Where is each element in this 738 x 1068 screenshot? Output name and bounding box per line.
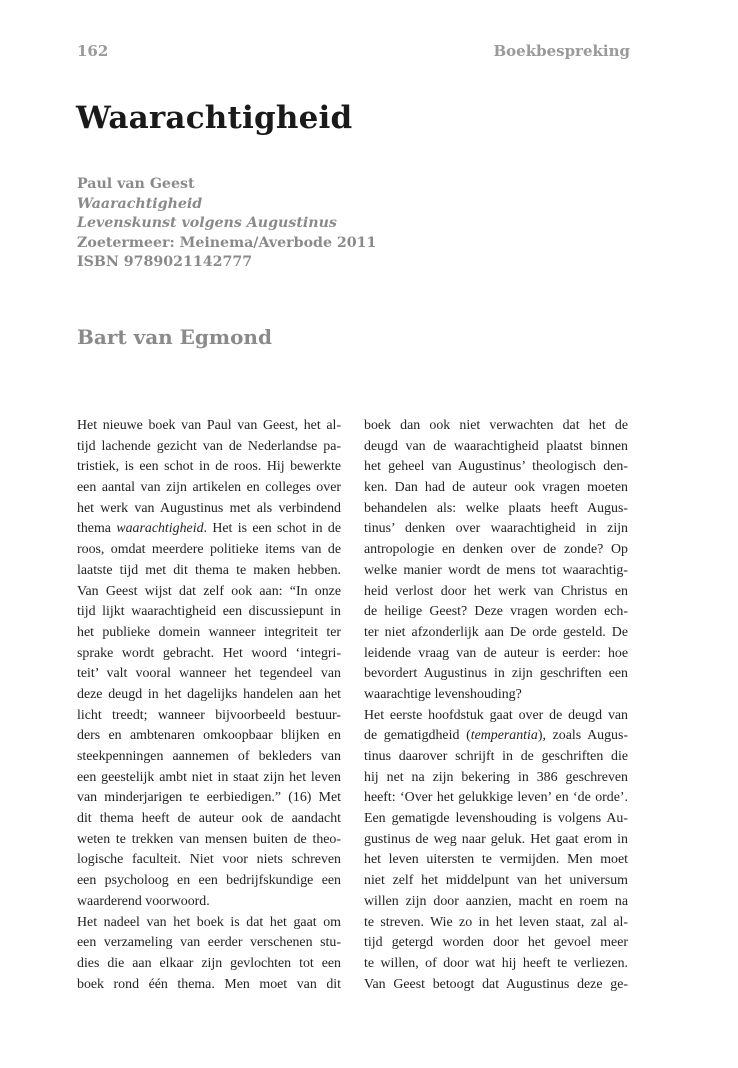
- book-title: Waarachtigheid: [77, 195, 203, 212]
- text-line: willen zijn door aanzien, macht en roem na: [364, 893, 628, 909]
- book-author: Paul van Geest: [77, 176, 195, 192]
- text-line: hij net na zijn bekering in 386 geschreven: [364, 769, 628, 785]
- text-line: sprake wordt gebracht. Het woord ‘integri-: [77, 645, 341, 661]
- text-line: waarachtige levenshouding?: [364, 686, 522, 702]
- text-line: tristiek, is een schot in de roos. Hij bewerkte: [77, 459, 341, 475]
- text-line: het leven uitersten te vermijden. Men moet: [364, 852, 628, 868]
- text-line: Een gematigde levenshouding is volgens Au-: [364, 811, 628, 827]
- text-line: het geheel van Augustinus’ theologisch den-: [364, 459, 628, 475]
- text-line: ter niet afzonderlijk aan De orde gesteld. De: [364, 624, 628, 640]
- text-line: de heilige Geest? Deze vragen worden ech-: [364, 604, 628, 620]
- text-line: gustinus de weg naar geluk. Het gaat erom in: [364, 831, 628, 847]
- text-line: welke manier wordt de mens tot waarachtig-: [364, 562, 628, 578]
- reviewer-name: Bart van Egmond: [77, 325, 272, 349]
- text-line: een verzameling van eerder verschenen stu-: [77, 935, 341, 951]
- book-publisher: Zoetermeer: Meinema/Averbode 2011: [77, 234, 377, 251]
- text-line: steekpenningen aannemen of bekleders van: [77, 749, 341, 764]
- text-line: het werk van Augustinus met als verbindend: [77, 500, 341, 516]
- text-line: een aantal van zijn artikelen en colleges over: [77, 480, 341, 496]
- text-line: roos, omdat meerdere politieke items van de: [77, 542, 341, 558]
- text-line: waarderend voorwoord.: [77, 893, 210, 909]
- text-line: boek rond één thema. Men moet van dit: [77, 976, 341, 992]
- text-line: boek dan ook niet verwachten dat het de: [364, 418, 628, 433]
- text-line: laatste tijd met dit thema te maken hebben.: [77, 562, 341, 578]
- text-line: licht treedt; wanneer bijvoorbeeld bestuur-: [77, 707, 341, 723]
- text-line: deze deugd in het dagelijks handelen aan het: [77, 686, 341, 702]
- text-line: dit thema heeft de auteur ook de aandacht: [77, 811, 341, 827]
- text-line-with-italic: de gematigdheid (temperantia), zoals Augus-: [364, 728, 628, 744]
- text-line: heid verlost door het werk van Christus en: [364, 583, 628, 599]
- text-line: Van Geest betoogt dat Augustinus deze ge-: [364, 976, 628, 992]
- text-line: tijd lachende gezicht van de Nederlandse pa-: [77, 438, 341, 454]
- page-number: 162: [77, 42, 109, 60]
- text-line: Het eerste hoofdstuk gaat over de deugd van: [364, 707, 628, 723]
- text-line: van minderjarigen te eerbiedigen.” (16) Met: [77, 790, 341, 806]
- text-line: ken. Dan had de auteur ook vragen moeten: [364, 480, 628, 496]
- text-line: tijd getergd worden door het gevoel meer: [364, 935, 628, 951]
- text-line-with-italic: thema waarachtigheid. Het is een schot in de: [77, 521, 341, 537]
- text-line: een geestelijk ambt niet in staat zijn het leven: [77, 769, 341, 785]
- text-line: weten te trekken van mensen buiten de theo-: [77, 831, 341, 847]
- text-line: deugd van de waarachtigheid plaatst binnen: [364, 438, 628, 454]
- body-column-right: [364, 416, 628, 995]
- bibliographic-info: [77, 175, 376, 273]
- text-line: tijd lijkt waarachtigheid een discussiepunt in: [77, 604, 341, 620]
- running-head: Boekbespreking: [493, 42, 630, 60]
- text-line: het publieke domein wanneer integriteit ter: [77, 624, 341, 640]
- text-line: leidende vraag van de auteur is eerder: hoe: [364, 645, 628, 661]
- text-line: ders en ambtenaren omkoopbaar blijken en: [77, 728, 341, 744]
- book-isbn: ISBN 9789021142777: [77, 254, 253, 270]
- text-line: Het nieuwe boek van Paul van Geest, het al-: [77, 418, 341, 433]
- text-line: tinus’ denken over waarachtigheid in zijn: [364, 521, 628, 537]
- text-line: teit’ valt vooral wanneer het tegendeel van: [77, 666, 341, 682]
- book-subtitle: Levenskunst volgens Augustinus: [77, 215, 337, 231]
- text-line: te streven. Wie zo in het leven staat, zal al-: [364, 914, 628, 930]
- text-line: bevordert Augustinus in zijn geschriften een: [364, 666, 628, 682]
- text-line: te willen, of door wat hij heeft te verliezen.: [364, 955, 628, 971]
- text-line: antropologie en denken over de zonde? Op: [364, 542, 628, 558]
- text-line: dies die aan elkaar zijn gevlochten tot een: [77, 955, 341, 971]
- text-line: Van Geest wijst dat zelf ook aan: “In onze: [77, 583, 341, 599]
- text-line: logische faculteit. Niet voor niets schreven: [77, 852, 341, 868]
- text-line: behandelen als: welke plaats heeft Augus-: [364, 500, 628, 516]
- article-title: Waarachtigheid: [76, 100, 353, 136]
- text-line: een psycholoog en een bedrijfskundige een: [77, 873, 341, 889]
- text-line: heeft: ‘Over het gelukkige leven’ en ‘de orde’.: [364, 790, 628, 806]
- text-line: Het nadeel van het boek is dat het gaat om: [77, 914, 341, 930]
- body-column-left: [77, 416, 341, 995]
- text-line: niet zelf het middelpunt van het universum: [364, 873, 628, 889]
- text-line: tinus daarover schrijft in de geschriften die: [364, 749, 628, 764]
